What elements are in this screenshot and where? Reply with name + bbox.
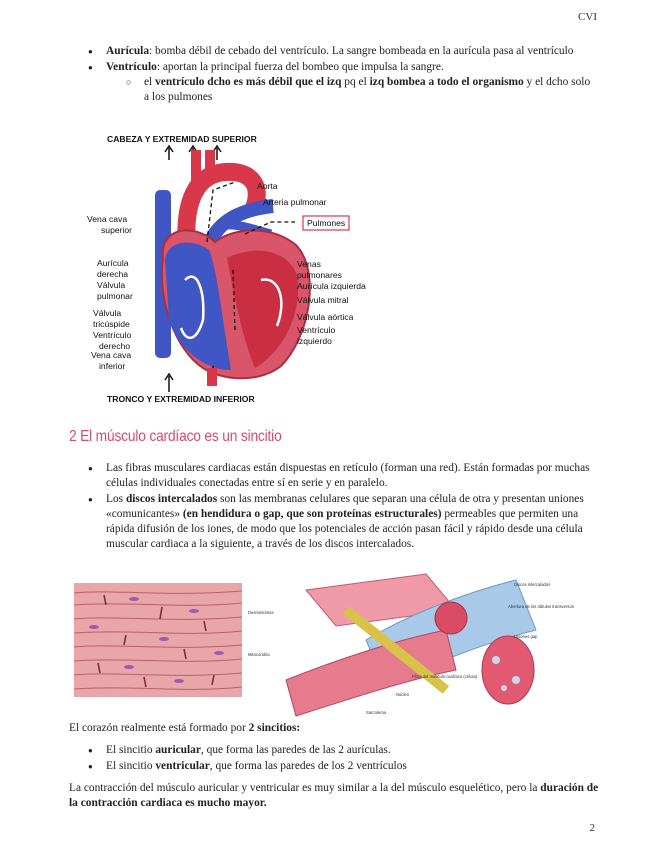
list-item: ● Los discos intercalados son las membranas celulares que separan una célula de otra y presentan uniones «comunicantes» (en hendidura o gap, que son proteínas estructurales) permeables que permiten una rápida difusión de los iones, de modo que los potenciales de acción pasan fácil y rápido desde una célula muscular cardiaca a la siguiente, a través de los discos intercalados. <box>88 492 600 552</box>
label-discos-intercalados: Discos intercalados <box>514 582 551 587</box>
label-arteria-pulmonar: Arteria pulmonar <box>263 197 327 207</box>
cardiac-muscle-micrograph <box>74 583 242 697</box>
label-vena-cava-inferior-2: inferior <box>99 361 126 371</box>
heart-circulation-diagram <box>85 130 375 408</box>
syncytia-intro: El corazón realmente está formado por 2 sincitios: <box>69 722 301 734</box>
syncytium-bullet-list <box>88 461 600 553</box>
label-nucleo: Núcleo <box>396 692 410 697</box>
chamber-bullet-list <box>88 44 598 106</box>
document-header-code: CVI <box>578 11 597 23</box>
label-sarcolema: Sarcolema <box>366 710 387 715</box>
label-ventriculo-izquierdo-1: Ventrículo <box>297 325 336 335</box>
label-auricula-derecha-2: derecha <box>97 269 129 279</box>
label-ventriculo-izquierdo-2: izquierdo <box>297 336 332 346</box>
label-venas-pulmonares-1: Venas <box>297 259 321 269</box>
list-item: ● El sincitio auricular, que forma las paredes de las 2 aurículas. <box>88 743 598 758</box>
label-mitocondria: Mitocondria <box>248 652 270 657</box>
label-auricula-derecha-1: Aurícula <box>97 258 129 268</box>
page-number: 2 <box>589 822 595 834</box>
label-vena-cava-inferior-1: Vena cava <box>91 350 132 360</box>
label-valvula-pulmonar-1: Válvula <box>97 280 126 290</box>
figure-label-top: CABEZA Y EXTREMIDAD SUPERIOR <box>107 134 257 144</box>
section-title: 2 El músculo cardíaco es un sincitio <box>69 428 282 445</box>
label-vena-cava-superior-1: Vena cava <box>87 214 128 224</box>
label-valvula-tricuspide-1: Válvula <box>93 308 122 318</box>
figure-label-bottom: TRONCO Y EXTREMIDAD INFERIOR <box>107 394 255 404</box>
list-item: ● Ventrículo: aportan la principal fuerza del bombeo que impulsa la sangre. ○ el ventrículo dcho es más débil que el izq pq el izq bombea a todo el organismo y el dcho solo a los pulmones <box>88 60 598 105</box>
label-ventriculo-derecho-2: derecho <box>99 341 131 351</box>
list-item: ● El sincitio ventricular, que forma las paredes de los 2 ventrículos <box>88 759 598 774</box>
label-valvula-tricuspide-2: tricúspide <box>93 319 130 329</box>
label-aorta: Aorta <box>257 181 278 191</box>
label-ventriculo-derecho-1: Ventrículo <box>93 330 132 340</box>
label-fibra-musculo: Fibra del músculo cardíaco (célula) <box>412 674 478 679</box>
label-valvula-aortica: Válvula aórtica <box>297 312 354 322</box>
label-auricula-izquierda: Aurícula izquierda <box>297 281 366 291</box>
label-valvula-pulmonar-2: pulmonar <box>97 291 133 301</box>
cardiac-fiber-illustration <box>246 570 574 718</box>
label-pulmones: Pulmones <box>307 218 346 228</box>
label-vena-cava-superior-2: superior <box>101 225 133 235</box>
sub-bullet-list <box>106 75 598 105</box>
label-desmosomas: Desmosomas <box>248 610 274 615</box>
syncytia-list <box>88 743 598 775</box>
sub-list-item: ○ el ventrículo dcho es más débil que el izq pq el izq bombea a todo el organismo y el dcho solo a los pulmones <box>126 75 598 105</box>
label-uniones-gap: Uniones gap <box>514 634 538 639</box>
list-item: ● Aurícula: bomba débil de cebado del ventrículo. La sangre bombeada en la aurícula pasa al ventrículo <box>88 44 598 59</box>
closing-paragraph: La contracción del músculo auricular y ventricular es muy similar a la del músculo esquelético, pero la duración de la contracción cardiaca es mucho mayor. <box>69 782 599 809</box>
label-venas-pulmonares-2: pulmonares <box>297 270 342 280</box>
list-item: ● Las fibras musculares cardiacas están dispuestas en retículo (forman una red). Están formadas por muchas células individuales conectadas entre sí en serie y en paralelo. <box>88 461 600 491</box>
label-valvula-mitral: Válvula mitral <box>297 295 349 305</box>
label-abertura-tubulos: Abertura de los túbulos transversos <box>508 604 574 609</box>
